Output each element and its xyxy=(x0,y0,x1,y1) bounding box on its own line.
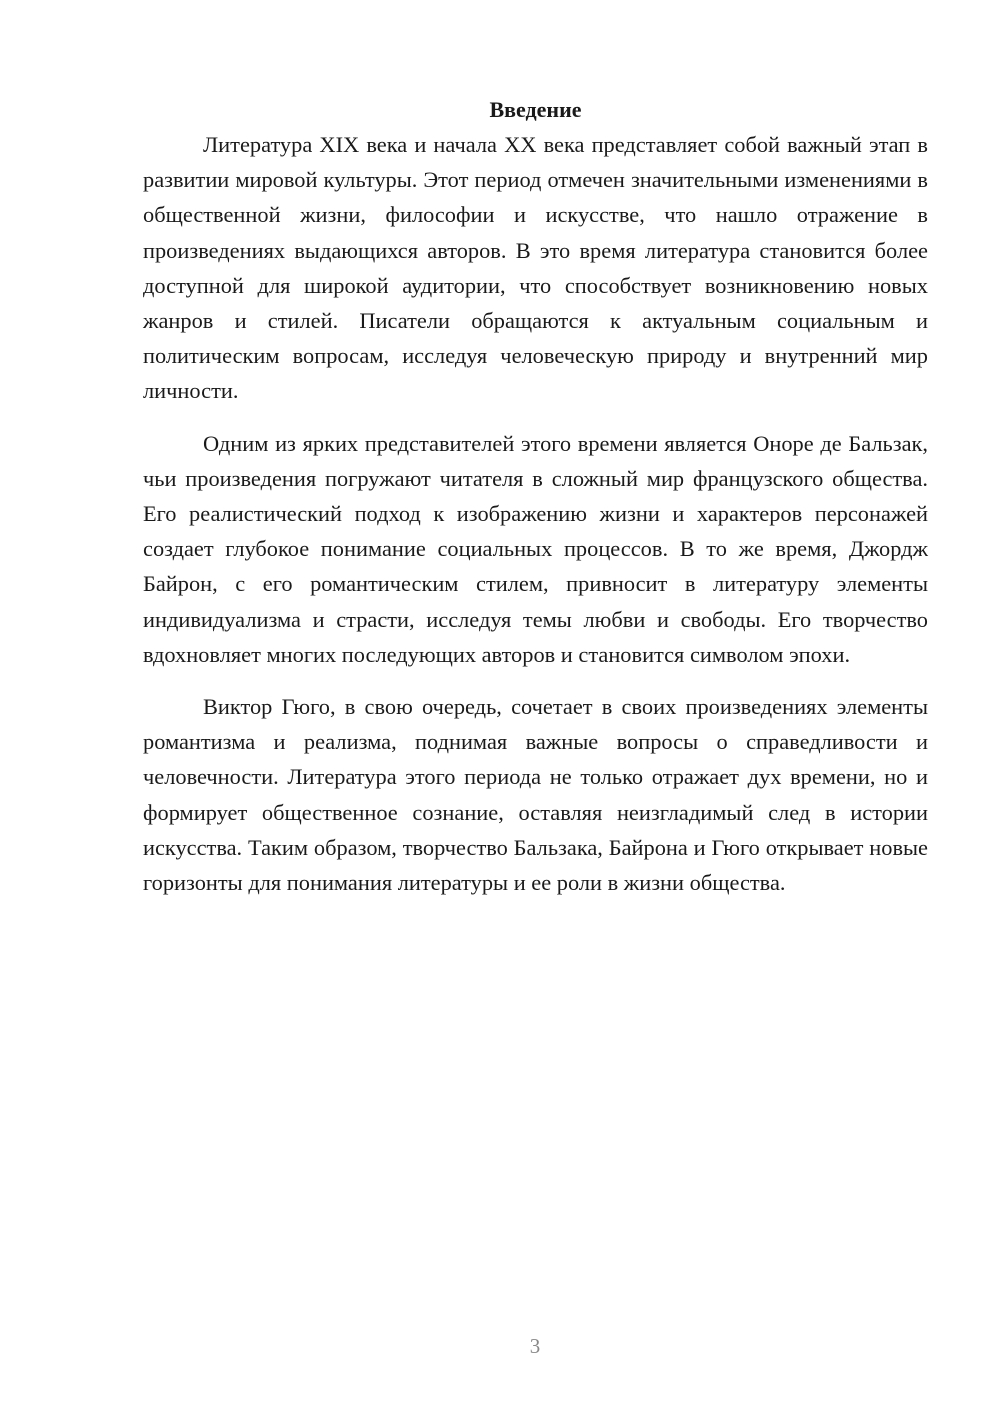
section-title: Введение xyxy=(489,97,582,122)
paragraph-3: Виктор Гюго, в свою очередь, сочетает в своих произведениях элементы романтизма и реализма, поднимая важные вопросы о справедливости и человечности. Литература этого периода не только отражает дух времени, но и формирует общественное сознание, оставляя неизгладимый след в истории искусства. Таким образом, творчество Бальзака, Байрона и Гюго открывает новые горизонты для понимания литературы и ее роли в жизни общества. xyxy=(143,694,928,896)
page-number: 3 xyxy=(529,1334,541,1358)
paragraph-2: Одним из ярких представителей этого времени является Оноре де Бальзак, чьи произведения погружают читателя в сложный мир французского общества. Его реалистический подход к изображению жизни и характеров персонажей создает глубокое понимание социальных процессов. В то же время, Джордж Байрон, с его романтическим стилем, привносит в литературу элементы индивидуализма и страсти, исследуя темы любви и свободы. Его творчество вдохновляет многих последующих авторов и становится символом эпохи. xyxy=(143,430,928,667)
paragraph-1: Литература XIX века и начала XX века представляет собой важный этап в развитии мировой культуры. Этот период отмечен значительными изменениями в общественной жизни, философии и искусстве, что нашло отражение в произведениях выдающихся авторов. В это время литература становится более доступной для широкой аудитории, что способствует возникновению новых жанров и стилей. Писатели обращаются к актуальным социальным и политическим вопросам, исследуя человеческую природу и внутренний мир личности. xyxy=(143,132,928,404)
page-content xyxy=(143,92,928,900)
